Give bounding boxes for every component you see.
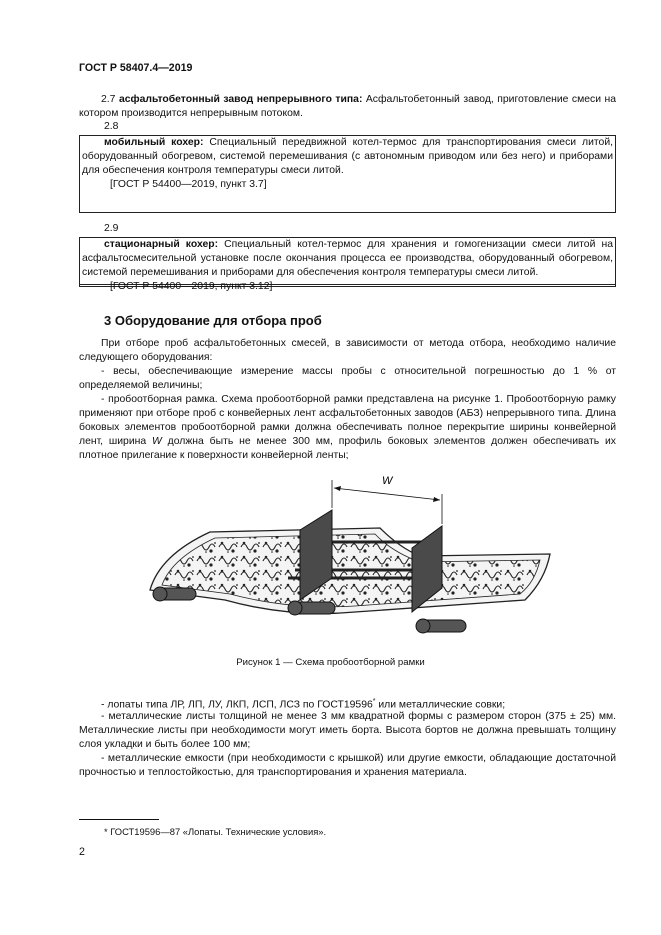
term-box-2-8: [79, 135, 616, 213]
term-number-2-8: 2.8: [104, 121, 119, 132]
list-item-text: - пробоотборная рамка. Схема пробоотборной рамки представлена на рисунке 1. Пробоотборную рамку применяют при отборе проб с конвейерных лент асфальтобетонных заводов (АБЗ) непрерывного типа. Длина боковых элементов пробоотборной рамки должна обеспечивать полное перекрытие ширины конвейерной лент, ширина: [79, 394, 616, 447]
term-definition: Специальный передвижной котел-термос для транспортирования смеси литой, оборудованный обогревом, системой перемешивания (с автономным приводом или без него) и приборами для обеспечения контроля температуры смеси литой.: [82, 137, 614, 176]
term-reference: [ГОСТ Р 54400—2019, пункт 3.7]: [110, 179, 267, 190]
figure-caption: Рисунок 1 — Схема пробоотборной рамки: [236, 657, 425, 668]
list-item-containers: - металлические емкости (при необходимости с крышкой) или другие емкости, обладающие достаточной прочностью и теплостойкостью, для транспортирования и хранения материала.: [79, 753, 616, 778]
footnote-marker: *: [372, 698, 376, 705]
footnote: * ГОСТ19596—87 «Лопаты. Технические условия».: [104, 826, 327, 837]
list-item-text-tail: должна быть не менее 300 мм, профиль боковых элементов должен обеспечивать их плотное прилегание к поверхности конвейерной ленты;: [79, 436, 616, 461]
term-number: 2.7: [101, 94, 116, 105]
term-box-2-9-frame: [79, 237, 616, 292]
page-number: 2: [79, 846, 85, 858]
list-item-scales: - весы, обеспечивающие измерение массы пробы с относительной погрешностью до 1 % от определяемой величины;: [79, 366, 616, 391]
width-symbol: W: [152, 436, 162, 447]
dimension-line: [334, 488, 440, 500]
term-2-7: [79, 93, 616, 121]
term-name: асфальтобетонный завод непрерывного типа:: [118, 94, 363, 105]
footnote-divider: [79, 819, 159, 820]
term-definition: Специальный котел-термос для хранения и гомогенизации смеси литой на асфальтосмесительной установке после окончания процесса ее производства, оборудованный обогревом, системой перемешивания и приборами для обеспечения контроля температуры смеси литой.: [82, 239, 614, 278]
intro-paragraph: При отборе проб асфальтобетонных смесей, в зависимости от метода отбора, необходимо наличие следующего оборудования:: [79, 338, 616, 363]
sampling-frame-figure: [130, 470, 560, 650]
term-number-2-9: 2.9: [104, 223, 119, 234]
list-item-text: - лопаты типа ЛР, ЛП, ЛУ, ЛКП, ЛСП, ЛСЗ по ГОСТ19596: [101, 699, 373, 711]
term-reference: [ГОСТ Р 54400—2019, пункт 3.12]: [110, 281, 273, 292]
term-name: мобильный кохер:: [104, 137, 204, 148]
dimension-label-w: W: [382, 475, 393, 487]
list-item-frame: [79, 393, 616, 463]
section-title: 3 Оборудование для отбора проб: [104, 313, 322, 328]
list-item-text-tail: или металлические совки;: [375, 699, 506, 711]
term-definition: Асфальтобетонный завод, приготовление смеси на котором производится непрерывным потоком.: [79, 94, 616, 119]
document-header: ГОСТ Р 58407.4—2019: [79, 62, 193, 74]
term-name: стационарный кохер:: [104, 239, 219, 250]
list-item-metal-sheets: - металлические листы толщиной не менее 3 мм квадратной формы с размером сторон (375 ± 25) мм. Металлические листы при необходимости могут иметь борта. Высота бортов не должна превышать толщину слоя укладки и быть более 100 мм;: [79, 711, 616, 750]
